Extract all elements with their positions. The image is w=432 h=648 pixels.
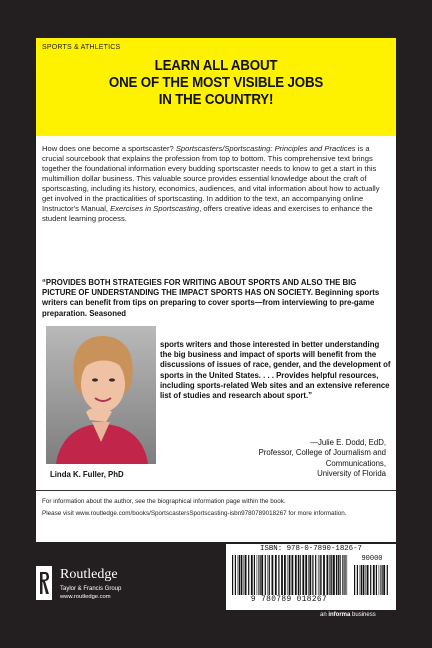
barcode-bar — [245, 555, 247, 595]
informa-brand: informa — [328, 612, 351, 618]
barcode-bar — [260, 555, 261, 595]
intro-paragraph — [42, 144, 392, 224]
barcode-bar — [258, 555, 259, 595]
barcode-bar — [272, 555, 274, 595]
barcode-bar — [315, 555, 316, 595]
book-title: Sportscasters/Sportscasting: Principles and Practices — [175, 144, 356, 153]
content-panel — [36, 136, 396, 542]
intro-text: , offers creative ideas and exercises to enhance the student learning process. — [42, 204, 373, 223]
barcode-bar — [292, 555, 294, 595]
barcode-bar — [387, 565, 388, 595]
author-info-note: For information about the author, see the biographical information page within the book. — [42, 498, 286, 505]
informa-prefix: an — [320, 612, 329, 618]
barcode-bar — [363, 565, 365, 595]
website-note: Please visit www.routledge.com/books/SportscastersSportscasting-isbn9780789018267 for more information. — [42, 509, 347, 517]
attribution-line: Professor, College of Journalism and — [258, 448, 386, 458]
quote-attribution — [226, 438, 386, 480]
endorsement-quote-continuation: sports writers and those interested in better understanding the big business and impact of sports will benefit from the discussions of issues of race, gender, and the development of sports in the United States. . . . Provides helpful resources, including sports-related Web sites and an extensive reference list of studies and research about sport.” — [160, 340, 391, 401]
publisher-url: www.routledge.com — [60, 594, 111, 600]
barcode-bar — [295, 555, 297, 595]
barcode-bar — [340, 555, 341, 595]
barcode-bar — [379, 565, 380, 595]
barcode-bar — [323, 555, 325, 595]
barcode-bar — [232, 555, 233, 595]
barcode-bar — [318, 555, 319, 595]
supplement-barcode — [354, 565, 390, 595]
barcode-bar — [289, 555, 291, 595]
publisher-block — [36, 566, 186, 606]
barcode-bar — [305, 555, 307, 595]
barcode-bar — [380, 565, 381, 595]
intro-text: How does one become a sportscaster? — [42, 144, 176, 153]
intro-text: is a crucial sourcebook that explains the profession from top to bottom. This comprehensive text brings together the foundational information every budding sportscaster needs to know to get a start in this multimillion dollar business. This valuable source provides essential knowledge about the craft of sportscasting, including its history, economics, audiences, and vital information about how to actually get involved in the practicalities of sportscasting. In addition to the text, an accompanying online Instructor's Manual, — [42, 144, 380, 213]
barcode-bar — [329, 555, 330, 595]
barcode-bar — [268, 555, 269, 595]
barcode-bar — [376, 565, 377, 595]
publisher-name: Routledge — [60, 567, 118, 582]
barcode-bar — [327, 555, 329, 595]
barcode-bar — [320, 555, 321, 595]
barcode-bar — [344, 555, 345, 595]
barcode-bar — [361, 565, 362, 595]
barcode-bar — [238, 555, 239, 595]
headline — [50, 58, 381, 109]
barcode-bar — [278, 555, 279, 595]
ean-digits: 9 780789 018267 — [250, 596, 328, 604]
barcode-bar — [261, 555, 263, 595]
endorsement-quote-lead: “PROVIDES BOTH STRATEGIES FOR WRITING ABOUT SPORTS AND ALSO THE BIG PICTURE OF UNDERSTANDING THE IMPACT SPORTS HAS ON SOCIETY. Beginning sports writers can benefit from tips on preparing to cover sports—from interviewing to pre-game preparation. Seasoned — [42, 278, 380, 318]
barcode-bar — [254, 555, 255, 595]
barcode-bar — [354, 565, 355, 595]
barcode-bar — [284, 555, 286, 595]
barcode-bar — [336, 555, 337, 595]
attribution-line: University of Florida — [317, 469, 386, 479]
barcode-bar — [331, 555, 332, 595]
headline-line: IN THE COUNTRY! — [158, 92, 274, 108]
barcode-bar — [312, 555, 313, 595]
barcode-bar — [342, 555, 343, 595]
barcode-bar — [257, 555, 258, 595]
barcode-bar — [302, 555, 304, 595]
author-photo — [46, 326, 156, 464]
informa-tagline — [320, 612, 376, 618]
barcode-bar — [269, 555, 270, 595]
barcode-bar — [333, 555, 335, 595]
isbn-text: ISBN: 978-0-7890-1826-7 — [259, 545, 362, 553]
barcode-bar — [298, 555, 299, 595]
routledge-r-icon — [36, 566, 52, 600]
barcode-bar — [373, 565, 375, 595]
barcode-bar — [308, 555, 309, 595]
category-label: SPORTS & ATHLETICS — [42, 44, 121, 51]
barcode-block — [226, 544, 396, 610]
headline-banner — [36, 38, 396, 136]
author-name: Linda K. Fuller, PhD — [50, 470, 124, 479]
barcode-bar — [265, 555, 266, 595]
barcode-bar — [235, 555, 236, 595]
barcode-bar — [241, 555, 243, 595]
barcode-bar — [248, 555, 249, 595]
barcode-bar — [357, 565, 358, 595]
barcode-bar — [239, 555, 240, 595]
barcode-bar — [347, 555, 348, 595]
publisher-group: Taylor & Francis Group — [60, 586, 122, 592]
barcode-bar — [345, 555, 346, 595]
barcode-bar — [338, 555, 339, 595]
author-portrait-illustration — [46, 326, 156, 464]
headline-line: LEARN ALL ABOUT — [154, 58, 278, 74]
ean-barcode — [232, 555, 348, 595]
barcode-bar — [309, 555, 311, 595]
attribution-line: —Julie E. Dodd, EdD, — [310, 438, 386, 447]
barcode-bar — [360, 565, 361, 595]
barcode-bar — [370, 565, 371, 595]
barcode-bar — [287, 555, 288, 595]
barcode-bar — [321, 555, 322, 595]
barcode-bar — [244, 555, 245, 595]
barcode-bar — [300, 555, 301, 595]
barcode-bar — [281, 555, 283, 595]
barcode-bar — [382, 565, 383, 595]
info-notes — [42, 498, 392, 521]
informa-suffix: business — [350, 612, 376, 618]
attribution-line: Communications, — [325, 458, 386, 468]
headline-line: ONE OF THE MOST VISIBLE JOBS — [108, 75, 324, 91]
barcode-bar — [366, 565, 367, 595]
barcode-bar — [383, 565, 385, 595]
price-code: 90000 — [361, 555, 383, 563]
divider — [36, 490, 396, 491]
barcode-bar — [251, 555, 253, 595]
barcode-bar — [367, 565, 369, 595]
manual-title: Exercises in Sportscasting — [110, 204, 200, 213]
barcode-bar — [275, 555, 277, 595]
